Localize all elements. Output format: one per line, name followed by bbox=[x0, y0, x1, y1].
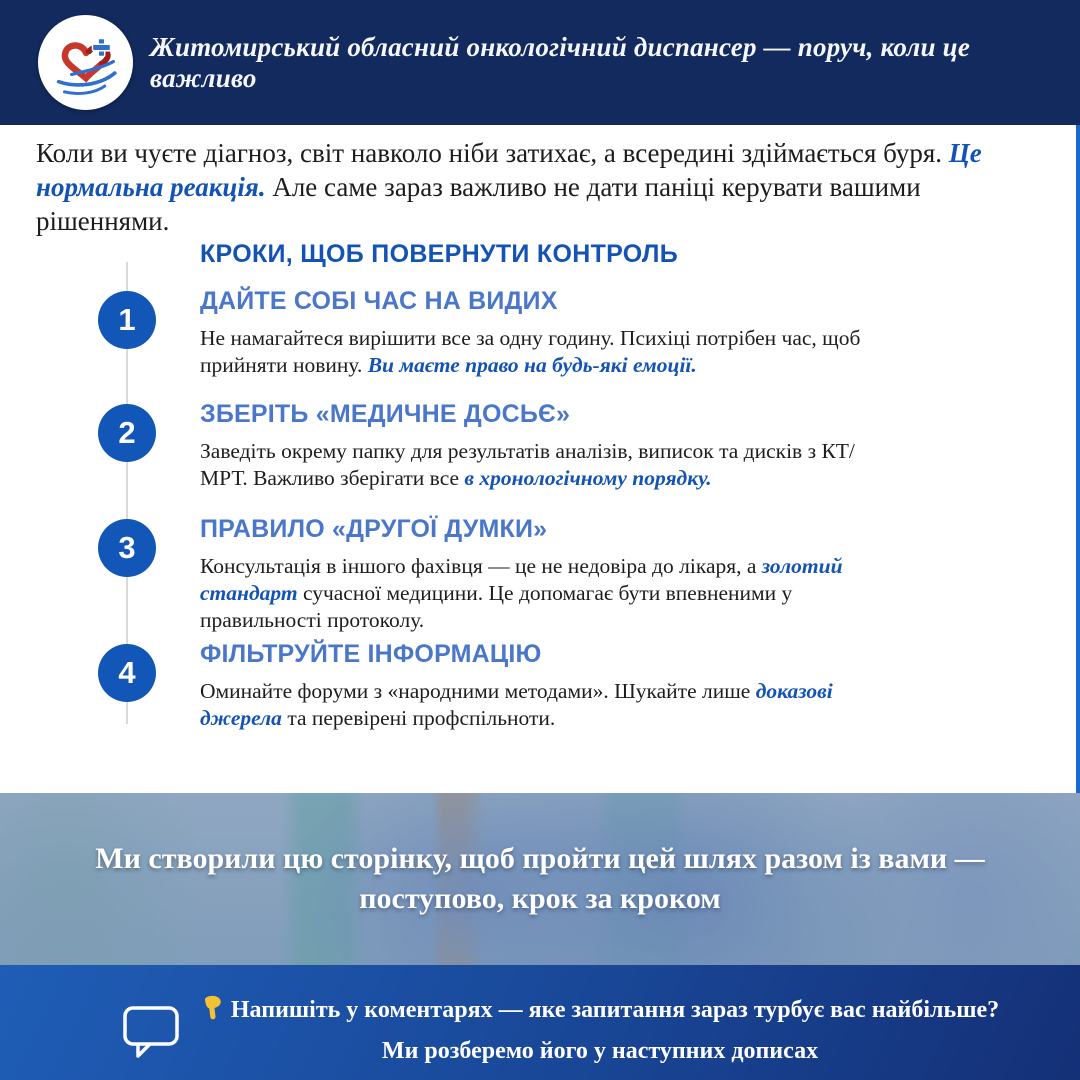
step-title: ФІЛЬТРУЙТЕ ІНФОРМАЦІЮ bbox=[200, 640, 542, 668]
step-number: 1 bbox=[118, 302, 136, 337]
step-item-4 bbox=[98, 640, 890, 732]
step-number-badge bbox=[98, 404, 156, 462]
step-text-pre: Заведіть окрему папку для результатів аналізів, виписок та дисків з КТ/МРТ. Важливо зберігати все bbox=[200, 439, 855, 490]
step-title: ДАЙТЕ СОБІ ЧАС НА ВИДИХ bbox=[200, 287, 558, 315]
step-content bbox=[200, 640, 890, 732]
step-content bbox=[200, 515, 890, 634]
step-text-post: сучасної медицини. Це допомагає бути впевненими у правильності протоколу. bbox=[200, 581, 793, 632]
clinic-logo bbox=[38, 15, 133, 110]
step-number: 3 bbox=[118, 530, 136, 565]
step-text-pre: Консультація в іншого фахівця — це не недовіра до лікаря, а bbox=[200, 554, 762, 578]
step-content bbox=[200, 287, 890, 379]
banner-line-2: поступово, крок за кроком bbox=[359, 882, 721, 915]
speech-bubble-icon bbox=[122, 1005, 180, 1064]
step-text bbox=[200, 553, 890, 634]
step-text-pre: Оминайте форуми з «народними методами». Шукайте лише bbox=[200, 679, 756, 703]
step-title: ЗБЕРІТЬ «МЕДИЧНЕ ДОСЬЄ» bbox=[200, 400, 571, 428]
intro-text-post: Але саме зараз важливо не дати паніці керувати вашими рішеннями. bbox=[36, 172, 921, 236]
footer-line-1-text: Напишіть у коментарях — яке запитання зараз турбує вас найбільше? bbox=[230, 997, 1000, 1023]
banner-text bbox=[60, 839, 1020, 919]
step-item-2 bbox=[98, 400, 890, 492]
step-text-highlight: золотий стандарт bbox=[200, 554, 843, 605]
step-text-pre: Не намагайтеся вирішити все за одну годину. Психіці потрібен час, щоб прийняти новину. bbox=[200, 326, 861, 377]
footer-text bbox=[190, 992, 1010, 1070]
pointing-down-finger-icon bbox=[201, 995, 223, 1033]
step-text bbox=[200, 678, 890, 732]
step-number-badge bbox=[98, 519, 156, 577]
step-number-badge bbox=[98, 291, 156, 349]
step-number: 4 bbox=[118, 655, 136, 690]
footer-line-2: Ми розберемо його у наступних дописах bbox=[381, 1038, 819, 1064]
footer bbox=[0, 965, 1080, 1080]
step-item-3 bbox=[98, 515, 890, 634]
step-text-post: та перевірені профспільноти. bbox=[281, 706, 556, 730]
header-title: Житомирський обласний онкологічний диспансер — поруч, коли це важливо bbox=[150, 31, 971, 93]
step-number: 2 bbox=[118, 415, 136, 450]
step-text bbox=[200, 325, 890, 379]
step-title: ПРАВИЛО «ДРУГОЇ ДУМКИ» bbox=[200, 515, 548, 543]
step-content bbox=[200, 400, 890, 492]
banner-line-1: Ми створили цю сторінку, щоб пройти цей шлях разом із вами — bbox=[95, 842, 985, 875]
step-text-highlight: в хронологічному порядку. bbox=[464, 466, 712, 490]
steps-section-title: КРОКИ, ЩОБ ПОВЕРНУТИ КОНТРОЛЬ bbox=[200, 240, 679, 268]
step-text bbox=[200, 438, 890, 492]
photo-banner bbox=[0, 793, 1080, 965]
step-text-highlight: доказові джерела bbox=[200, 679, 833, 730]
heart-cross-hand-icon bbox=[50, 27, 122, 99]
footer-line-1 bbox=[190, 992, 1010, 1033]
step-number-badge bbox=[98, 644, 156, 702]
step-item-1 bbox=[98, 287, 890, 379]
step-text-highlight: Ви маєте право на будь-які емоції. bbox=[367, 353, 697, 377]
right-accent-strip bbox=[1076, 125, 1080, 793]
intro-text-pre: Коли ви чуєте діагноз, світ навколо ніби затихає, а всередині здіймається буря. bbox=[36, 138, 949, 168]
header bbox=[0, 0, 1080, 125]
intro-highlight: Це нормальна реакція. bbox=[36, 138, 982, 202]
intro-paragraph bbox=[36, 136, 1046, 238]
